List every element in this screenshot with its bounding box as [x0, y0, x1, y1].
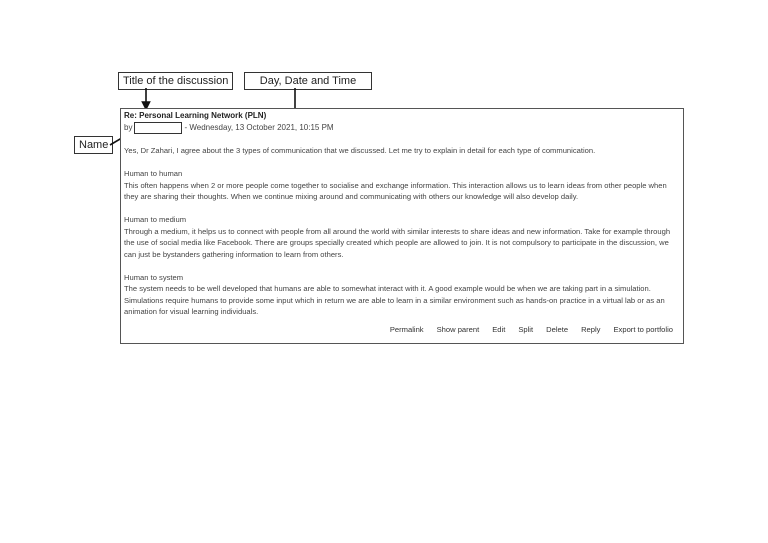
permalink-link[interactable]: Permalink	[389, 325, 424, 334]
post-actions	[390, 325, 673, 334]
section-paragraph: This often happens when 2 or more people come together to socialise and exchange information. This interaction allows us to learn ideas from other people when they are sharing their thoughts. When we continue mixing around and communicating with others our knowledge will also develop daily.	[124, 180, 667, 201]
post-subject: Re: Personal Learning Network (PLN)	[124, 111, 267, 120]
reply-link[interactable]: Reply	[581, 325, 601, 334]
section-paragraph: Through a medium, it helps us to connect with people from all around the world with similar interests to share ideas and new information. Take for example through the use of social media like Facebook. There are groups specially created which people are allowed to join. It is not compulsory to participate in the discussion, we can just be bystanders gathering information to learn from others.	[124, 226, 671, 259]
author-name-box[interactable]	[134, 122, 182, 134]
post-body	[124, 145, 680, 329]
callout-date-label: Day, Date and Time	[244, 72, 372, 90]
delete-link[interactable]: Delete	[546, 325, 569, 334]
callout-title-label: Title of the discussion	[118, 72, 233, 90]
split-link[interactable]: Split	[518, 325, 534, 334]
section-heading: Human to system	[124, 272, 184, 282]
post-byline	[124, 122, 334, 134]
intro-paragraph: Yes, Dr Zahari, I agree about the 3 types of communication that we discussed. Let me try to explain in detail for each type of communication.	[124, 146, 596, 155]
export-to-portfolio-link[interactable]: Export to portfolio	[613, 325, 673, 334]
section-paragraph: The system needs to be well developed that humans are able to somewhat interact with it. A good example would be when we are taking part in a simulation. Simulations require humans to provide some input which in return we are able to learn in a similar environment such as hands-on practice in a virtual lab or as an animation for visual learning individuals.	[124, 284, 665, 316]
edit-link[interactable]: Edit	[492, 325, 506, 334]
forum-post	[120, 108, 684, 344]
section-heading: Human to human	[124, 169, 183, 178]
callout-name-label: Name	[74, 136, 113, 154]
by-prefix: by	[124, 123, 133, 133]
section-heading: Human to medium	[124, 215, 187, 224]
show-parent-link[interactable]: Show parent	[436, 325, 480, 334]
post-datetime: - Wednesday, 13 October 2021, 10:15 PM	[184, 123, 334, 133]
